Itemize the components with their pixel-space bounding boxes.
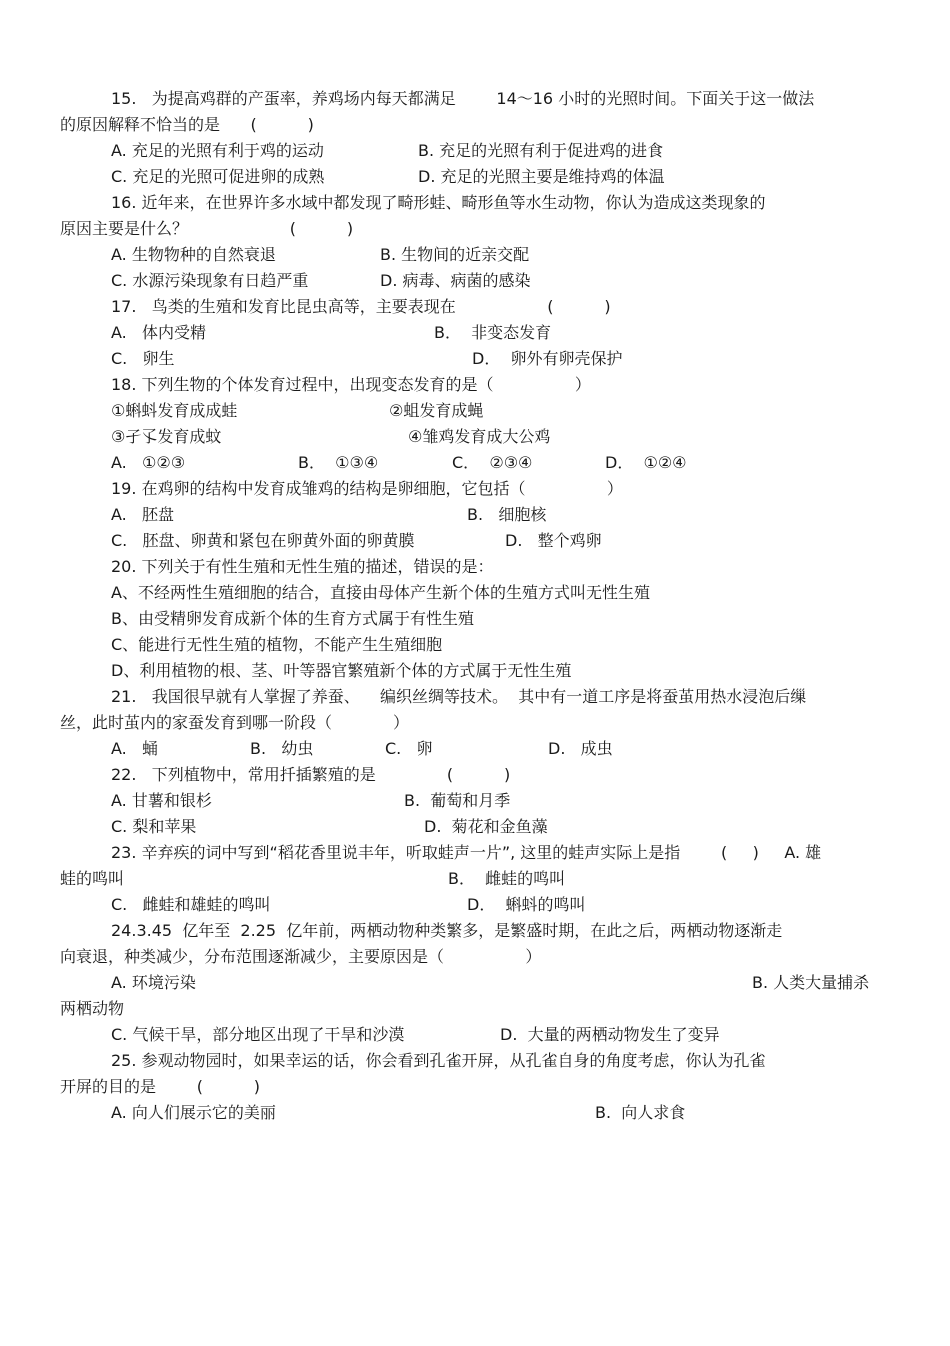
question-16-option-d: D. 病毒、病菌的感染: [380, 271, 531, 290]
question-17-stem: 17. 鸟类的生殖和发育比昆虫高等，主要表现在 ( ): [111, 297, 611, 316]
question-20-option-d: D、利用植物的根、茎、叶等器官繁殖新个体的方式属于无性生殖: [111, 661, 572, 680]
question-18-item-1: ①蝌蚪发育成成蛙: [111, 401, 238, 420]
question-22-option-a: A. 甘薯和银杉: [111, 791, 212, 810]
question-15-stem-line-2: 的原因解释不恰当的是 ( ): [60, 115, 314, 134]
question-15-option-d: D. 充足的光照主要是维持鸡的体温: [418, 167, 665, 186]
question-24-option-c: C. 气候干旱，部分地区出现了干旱和沙漠: [111, 1025, 405, 1044]
question-20-option-b: B、由受精卵发育成新个体的生育方式属于有性生殖: [111, 609, 474, 628]
question-18-item-2: ②蛆发育成蝇: [389, 401, 484, 420]
question-17-option-c: C. 卵生: [111, 349, 175, 368]
question-22-option-c: C. 梨和苹果: [111, 817, 197, 836]
question-21-option-a: A. 蛹: [111, 739, 159, 758]
question-18-item-4: ④雏鸡发育成大公鸡: [408, 427, 551, 446]
question-23-stem-line-2: 蛙的鸣叫: [60, 869, 125, 888]
question-18-option-d: D． ①②④: [605, 453, 687, 472]
question-19-option-a: A. 胚盘: [111, 505, 175, 524]
question-16-option-b: B. 生物间的近亲交配: [380, 245, 530, 264]
question-18-stem: 18. 下列生物的个体发育过程中，出现变态发育的是（ ）: [111, 375, 591, 394]
question-22-option-d: D. 菊花和金鱼藻: [424, 817, 548, 836]
question-24-option-b-continued: 两栖动物: [60, 999, 125, 1018]
question-20-stem: 20. 下列关于有性生殖和无性生殖的描述，错误的是：: [111, 557, 494, 576]
question-24-option-d: D. 大量的两栖动物发生了变异: [500, 1025, 720, 1044]
question-16-option-a: A. 生物物种的自然衰退: [111, 245, 276, 264]
question-24-option-a: A. 环境污染: [111, 973, 196, 992]
question-23-stem-line-1: 23. 辛弃疾的词中写到“稻花香里说丰年，听取蛙声一片”, 这里的蛙声实际上是指 ( ) A. 雄: [111, 843, 822, 862]
question-24-stem-line-1: 24.3.45 亿年至 2.25 亿年前，两栖动物种类繁多，是繁盛时期，在此之后，两栖动物逐渐走: [111, 921, 783, 940]
question-19-option-c: C. 胚盘、卵黄和紧包在卵黄外面的卵黄膜: [111, 531, 415, 550]
question-23-option-d: D． 蝌蚪的鸣叫: [467, 895, 586, 914]
question-18-option-c: C． ②③④: [452, 453, 533, 472]
question-15-stem-line-1: 15. 为提高鸡群的产蛋率，养鸡场内每天都满足 14～16 小时的光照时间。下面关于这一做法: [111, 89, 815, 108]
question-24-option-b: B. 人类大量捕杀: [752, 973, 870, 992]
question-17-option-a: A. 体内受精: [111, 323, 207, 342]
question-20-option-c: C、能进行无性生殖的植物，不能产生生殖细胞: [111, 635, 443, 654]
question-20-option-a: A、不经两性生殖细胞的结合，直接由母体产生新个体的生殖方式叫无性生殖: [111, 583, 650, 602]
question-17-option-b: B． 非变态发育: [434, 323, 552, 342]
question-22-option-b: B. 葡萄和月季: [404, 791, 511, 810]
question-23-option-c: C. 雌蛙和雄蛙的鸣叫: [111, 895, 271, 914]
question-25-stem-line-1: 25. 参观动物园时，如果幸运的话，你会看到孔雀开屏，从孔雀自身的角度考虑，你认为孔雀: [111, 1051, 766, 1070]
question-21-option-d: D. 成虫: [548, 739, 613, 758]
question-16-stem-line-2: 原因主要是什么？ ( ): [60, 219, 354, 238]
question-17-option-d: D． 卵外有卵壳保护: [472, 349, 623, 368]
question-21-option-c: C. 卵: [385, 739, 433, 758]
question-15-option-a: A. 充足的光照有利于鸡的运动: [111, 141, 324, 160]
question-21-stem-line-2: 丝，此时茧内的家蚕发育到哪一阶段（ ）: [60, 713, 410, 732]
question-19-stem: 19. 在鸡卵的结构中发育成雏鸡的结构是卵细胞，它包括（ ）: [111, 479, 623, 498]
question-16-option-c: C. 水源污染现象有日趋严重: [111, 271, 309, 290]
question-15-option-c: C. 充足的光照可促进卵的成熟: [111, 167, 325, 186]
question-18-option-b: B． ①③④: [298, 453, 379, 472]
question-19-option-d: D. 整个鸡卵: [505, 531, 602, 550]
question-15-option-b: B. 充足的光照有利于促进鸡的进食: [418, 141, 664, 160]
question-25-stem-line-2: 开屏的目的是 ( ): [60, 1077, 261, 1096]
question-21-stem-line-1: 21. 我国很早就有人掌握了养蚕、 编织丝绸等技术。 其中有一道工序是将蚕茧用热水浸泡后缫: [111, 687, 807, 706]
question-25-option-b: B. 向人求食: [595, 1103, 686, 1122]
question-18-option-a: A. ①②③: [111, 453, 186, 472]
question-23-option-b: B． 雌蛙的鸣叫: [448, 869, 566, 888]
question-24-stem-line-2: 向衰退，种类减少，分布范围逐渐减少，主要原因是（ ）: [60, 947, 542, 966]
question-21-option-b: B. 幼虫: [250, 739, 314, 758]
question-22-stem: 22. 下列植物中，常用扦插繁殖的是 ( ): [111, 765, 511, 784]
question-19-option-b: B. 细胞核: [467, 505, 547, 524]
question-25-option-a: A. 向人们展示它的美丽: [111, 1103, 276, 1122]
question-18-item-3: ③孑孓发育成蚊: [111, 427, 222, 446]
question-16-stem-line-1: 16. 近年来，在世界许多水域中都发现了畸形蛙、畸形鱼等水生动物，你认为造成这类现象的: [111, 193, 766, 212]
